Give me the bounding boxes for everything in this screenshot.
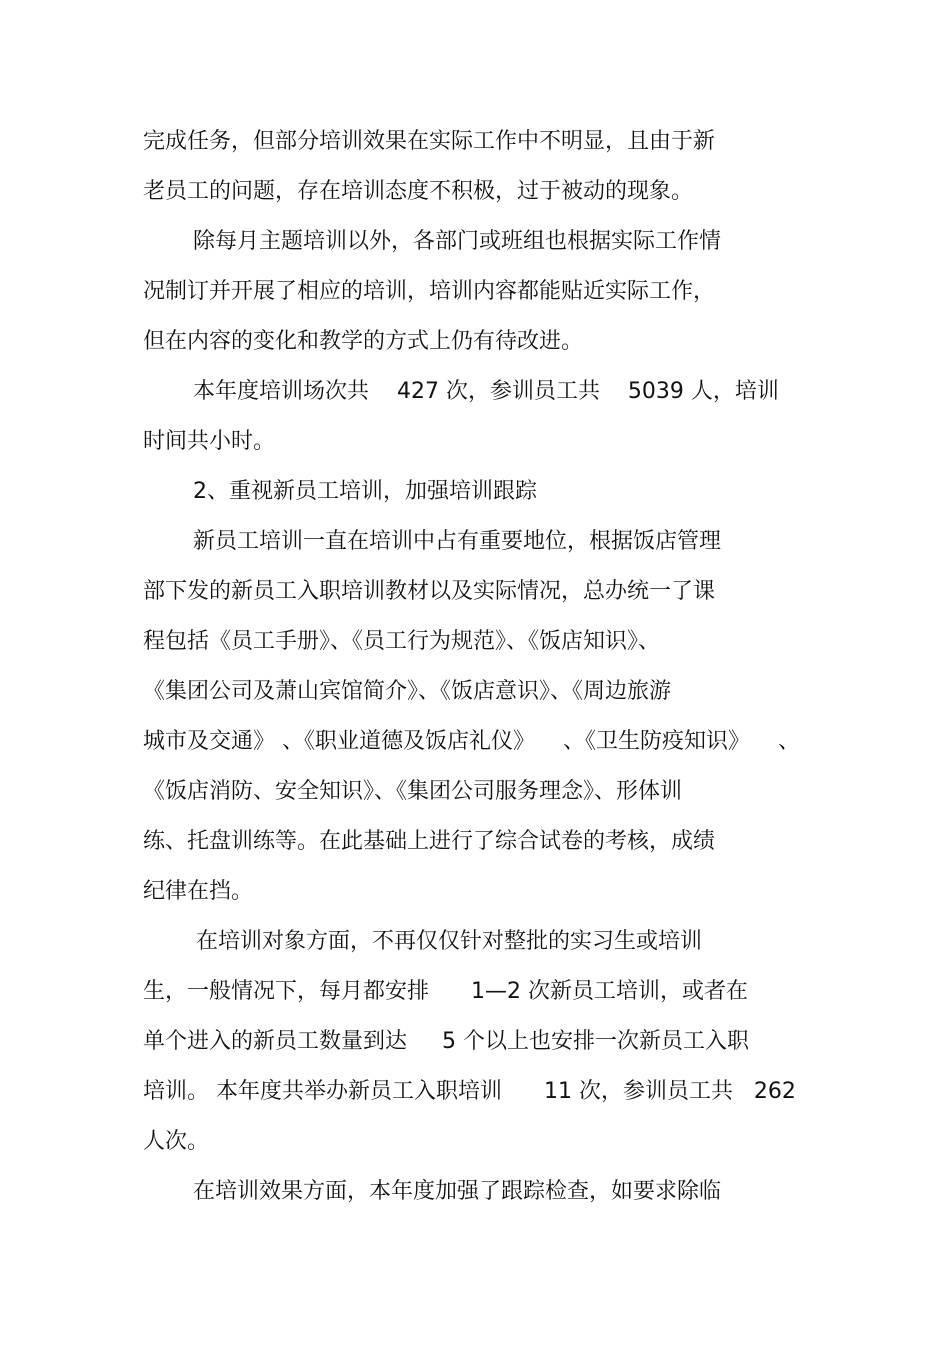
- text-line: 生，一般情况下，每月都安排 1—2 次新员工培训，或者在: [143, 979, 748, 1004]
- text-line: 培训。 本年度共举办新员工入职培训 11 次，参训员工共 262: [143, 1079, 796, 1104]
- text-line: 在培训对象方面，不再仅仅针对整批的实习生或培训: [196, 929, 703, 954]
- text-line: 老员工的问题，存在培训态度不积极，过于被动的现象。: [143, 179, 694, 204]
- text-line: 纪律在挡。: [143, 879, 254, 904]
- text-line: 单个进入的新员工数量到达 5 个以上也安排一次新员工入职: [143, 1029, 749, 1054]
- text-line: 程包括《员工手册》、《员工行为规范》、《饭店知识》、: [143, 629, 661, 654]
- text-line: 但在内容的变化和教学的方式上仍有待改进。: [143, 329, 584, 354]
- text-line: 城市及交通》 、《职业道德及饭店礼仪》 、《卫生防疫知识》 、: [143, 729, 800, 754]
- text-line: 况制订并开展了相应的培训，培训内容都能贴近实际工作，: [143, 279, 716, 304]
- text-line: 《集团公司及萧山宾馆简介》、《饭店意识》、《周边旅游: [143, 679, 672, 704]
- text-line: 练、托盘训练等。在此基础上进行了综合试卷的考核，成绩: [143, 829, 716, 854]
- text-line: 完成任务，但部分培训效果在实际工作中不明显，且由于新: [143, 129, 716, 154]
- text-line: 部下发的新员工入职培训教材以及实际情况，总办统一了课: [143, 579, 716, 604]
- text-line: 在培训效果方面，本年度加强了跟踪检查，如要求除临: [193, 1179, 722, 1204]
- text-line: 除每月主题培训以外，各部门或班组也根据实际工作情: [193, 229, 722, 254]
- text-line: 时间共小时。: [143, 429, 276, 454]
- text-line: 本年度培训场次共 427 次，参训员工共 5039 人，培训: [193, 379, 779, 404]
- text-line: 新员工培训一直在培训中占有重要地位，根据饭店管理: [193, 529, 722, 554]
- section-heading: 2、重视新员工培训，加强培训跟踪: [193, 479, 537, 504]
- text-line: 人次。: [143, 1129, 210, 1154]
- text-line: 《饭店消防、安全知识》、《集团公司服务理念》、形体训: [143, 779, 683, 804]
